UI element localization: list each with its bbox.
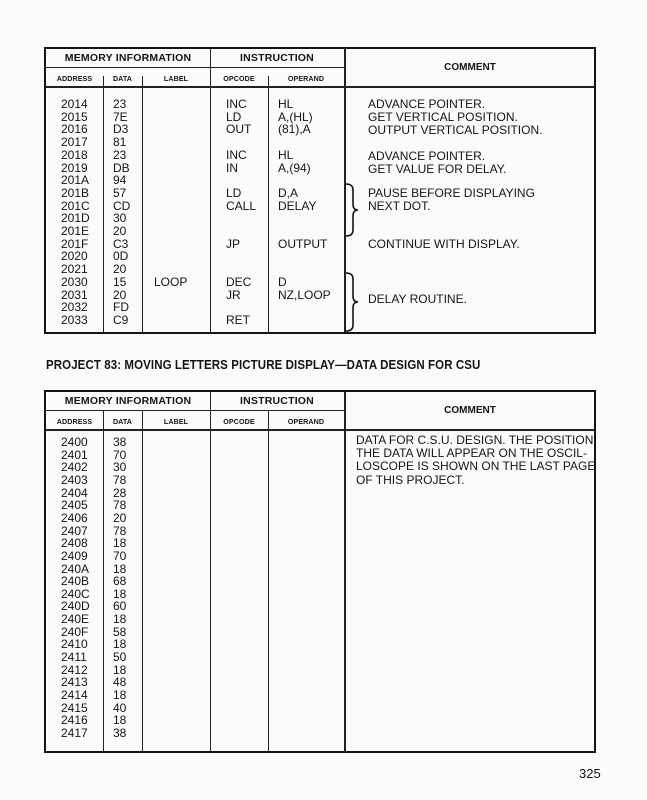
address-cell: 2413 [61, 675, 88, 690]
operand-cell: NZ,LOOP [278, 287, 331, 302]
opcode-cell: INC [226, 97, 247, 111]
operand-cell: (81),A [278, 122, 311, 137]
col-divider [142, 76, 143, 332]
instruction-header: INSTRUCTION [240, 395, 314, 407]
data-cell: 28 [113, 485, 127, 500]
operand-header: OPERAND [287, 417, 325, 426]
address-cell: 240A [61, 561, 90, 576]
label-header: LABEL [163, 74, 189, 83]
address-cell: 2402 [61, 460, 88, 475]
address-cell: 240E [61, 612, 90, 627]
row-divider [46, 410, 344, 411]
address-cell: 201B [61, 185, 90, 200]
data-cell: 68 [113, 574, 127, 589]
col-divider [210, 392, 211, 751]
operand-cell: A,(94) [278, 160, 311, 175]
address-cell: 201C [61, 198, 90, 213]
page-number: 325 [579, 766, 601, 781]
data-cell: 18 [113, 561, 127, 576]
comment-get-vertical-position: GET VERTICAL POSITION. [368, 110, 518, 124]
opcode-cell: RET [226, 312, 250, 327]
address-cell: 2414 [61, 688, 88, 702]
operand-header: OPERAND [287, 74, 325, 83]
address-cell: 2016 [61, 122, 88, 137]
address-cell: 2400 [61, 435, 88, 449]
data-cell: 20 [113, 287, 127, 302]
opcode-cell: LD [226, 185, 242, 200]
data-cell: 57 [113, 185, 127, 200]
data-cell: 18 [113, 612, 127, 627]
address-cell: 2410 [61, 637, 88, 652]
right-brace-icon [345, 184, 359, 238]
header-divider [46, 86, 594, 88]
comment-data-for-csu-design: DATA FOR C.S.U. DESIGN. THE POSITION THE DATA WILL APPEAR ON THE OSCIL- LOSCOPE IS SHOWN ON THE LAST PAGE OF THIS PROJECT. [356, 433, 596, 487]
address-cell: 2018 [61, 147, 88, 162]
data-cell: 38 [113, 435, 127, 449]
address-cell: 2032 [61, 300, 88, 315]
address-cell: 240B [61, 574, 90, 589]
data-cell: 78 [113, 472, 127, 487]
instruction-header: INSTRUCTION [240, 52, 314, 64]
operand-cell: A,(HL) [278, 109, 313, 124]
opcode-cell: CALL [226, 198, 257, 213]
opcode-header: OPCODE [223, 74, 255, 83]
data-cell: 18 [113, 662, 127, 677]
opcode-cell: OUT [226, 122, 252, 137]
operand-cell: DELAY [278, 198, 317, 213]
data-listing-table [44, 390, 596, 753]
data-cell: 7E [113, 109, 128, 124]
data-cell: 58 [113, 624, 127, 639]
address-cell: 201E [61, 224, 90, 238]
data-cell: 20 [113, 510, 127, 525]
col-divider [268, 411, 269, 751]
program-listing-table [44, 47, 596, 334]
data-cell: 60 [113, 599, 127, 614]
address-cell: 201A [61, 173, 90, 188]
data-cell: 30 [113, 211, 127, 226]
opcode-cell: JP [226, 236, 241, 251]
col-divider [210, 49, 211, 332]
address-cell: 2405 [61, 498, 88, 513]
header-divider [46, 429, 594, 431]
data-cell: 18 [113, 688, 127, 702]
data-cell: 50 [113, 650, 127, 665]
operand-cell: HL [278, 147, 294, 162]
data-cell: DB [113, 160, 130, 175]
row-divider [46, 67, 344, 68]
opcode-cell: LD [226, 109, 242, 124]
address-cell: 2417 [61, 725, 88, 740]
address-cell: 2030 [61, 274, 88, 289]
data-cell: 48 [113, 675, 127, 690]
address-cell: 2411 [61, 650, 87, 665]
address-cell: 2416 [61, 713, 88, 728]
opcode-cell: JR [226, 287, 241, 302]
data-cell: D3 [113, 122, 129, 137]
address-cell: 2020 [61, 249, 88, 264]
data-cell: 18 [113, 586, 127, 601]
data-cell: 30 [113, 460, 127, 475]
opcode-cell: DEC [226, 274, 252, 289]
data-cell: 78 [113, 498, 127, 513]
address-cell: 2415 [61, 700, 88, 715]
address-cell: 2019 [61, 160, 88, 175]
data-cell: 0D [113, 249, 129, 264]
operand-cell: D,A [278, 185, 299, 200]
data-cell: FD [113, 300, 129, 315]
comment-header: COMMENT [444, 405, 496, 416]
address-cell: 201F [61, 236, 89, 251]
data-cell: 70 [113, 548, 127, 563]
data-cell: 38 [113, 725, 127, 740]
address-cell: 2033 [61, 312, 88, 327]
address-cell: 2408 [61, 536, 88, 551]
data-cell: 23 [113, 147, 127, 162]
data-cell: 40 [113, 700, 127, 715]
address-cell: 201D [61, 211, 90, 226]
data-cell: 70 [113, 447, 127, 462]
data-cell: 78 [113, 523, 127, 538]
data-cell: 15 [113, 274, 127, 289]
data-cell: 20 [113, 262, 127, 277]
data-header: DATA [112, 74, 133, 83]
address-cell: 2412 [61, 662, 88, 677]
opcode-cell: INC [226, 147, 247, 162]
comment-continue-with-display: CONTINUE WITH DISPLAY. [368, 237, 520, 251]
data-cell: 23 [113, 97, 127, 111]
address-cell: 2409 [61, 548, 88, 563]
address-cell: 2406 [61, 510, 88, 525]
address-cell: 2404 [61, 485, 88, 500]
operand-cell: D [278, 274, 287, 289]
data-cell: 18 [113, 536, 127, 551]
col-divider [268, 76, 269, 332]
opcode-cell: IN [226, 160, 238, 175]
right-brace-icon [345, 273, 359, 333]
comment-advance-pointer: ADVANCE POINTER. [368, 97, 486, 111]
comment-get-value-for-delay: GET VALUE FOR DELAY. [368, 162, 507, 176]
label-cell: LOOP [154, 274, 188, 289]
memory-information-header: MEMORY INFORMATION [64, 395, 192, 407]
label-header: LABEL [163, 417, 189, 426]
col-divider [103, 76, 104, 332]
memory-information-header: MEMORY INFORMATION [64, 52, 192, 64]
data-cell: C3 [113, 236, 129, 251]
comment-delay-routine: DELAY ROUTINE. [368, 292, 467, 306]
address-cell: 2017 [61, 135, 88, 150]
address-cell: 240D [61, 599, 90, 614]
address-cell: 2031 [61, 287, 88, 302]
address-cell: 2014 [61, 97, 88, 111]
address-header: ADDRESS [56, 417, 93, 426]
section-title: PROJECT 83: MOVING LETTERS PICTURE DISPLAY—DATA DESIGN FOR CSU [46, 358, 481, 372]
data-cell: CD [113, 198, 131, 213]
data-cell: 18 [113, 713, 127, 728]
comment-output-vertical-position: OUTPUT VERTICAL POSITION. [368, 123, 543, 137]
col-divider [142, 411, 143, 751]
address-cell: 2403 [61, 472, 88, 487]
col-divider [103, 411, 104, 751]
comment-advance-pointer-2: ADVANCE POINTER. [368, 149, 486, 163]
address-cell: 240F [61, 624, 89, 639]
data-cell: 94 [113, 173, 127, 188]
data-cell: 18 [113, 637, 127, 652]
comment-header: COMMENT [444, 62, 496, 73]
address-cell: 2401 [61, 447, 88, 462]
address-cell: 2407 [61, 523, 88, 538]
data-cell: 20 [113, 224, 127, 238]
address-cell: 240C [61, 586, 90, 601]
comment-pause-before-displaying: PAUSE BEFORE DISPLAYING NEXT DOT. [368, 186, 535, 213]
opcode-header: OPCODE [223, 417, 255, 426]
data-cell: C9 [113, 312, 129, 327]
operand-cell: OUTPUT [278, 236, 328, 251]
data-cell: 81 [113, 135, 127, 150]
address-cell: 2021 [61, 262, 88, 277]
address-header: ADDRESS [56, 74, 93, 83]
col-divider [344, 392, 346, 751]
data-header: DATA [112, 417, 133, 426]
address-cell: 2015 [61, 109, 88, 124]
operand-cell: HL [278, 97, 294, 111]
